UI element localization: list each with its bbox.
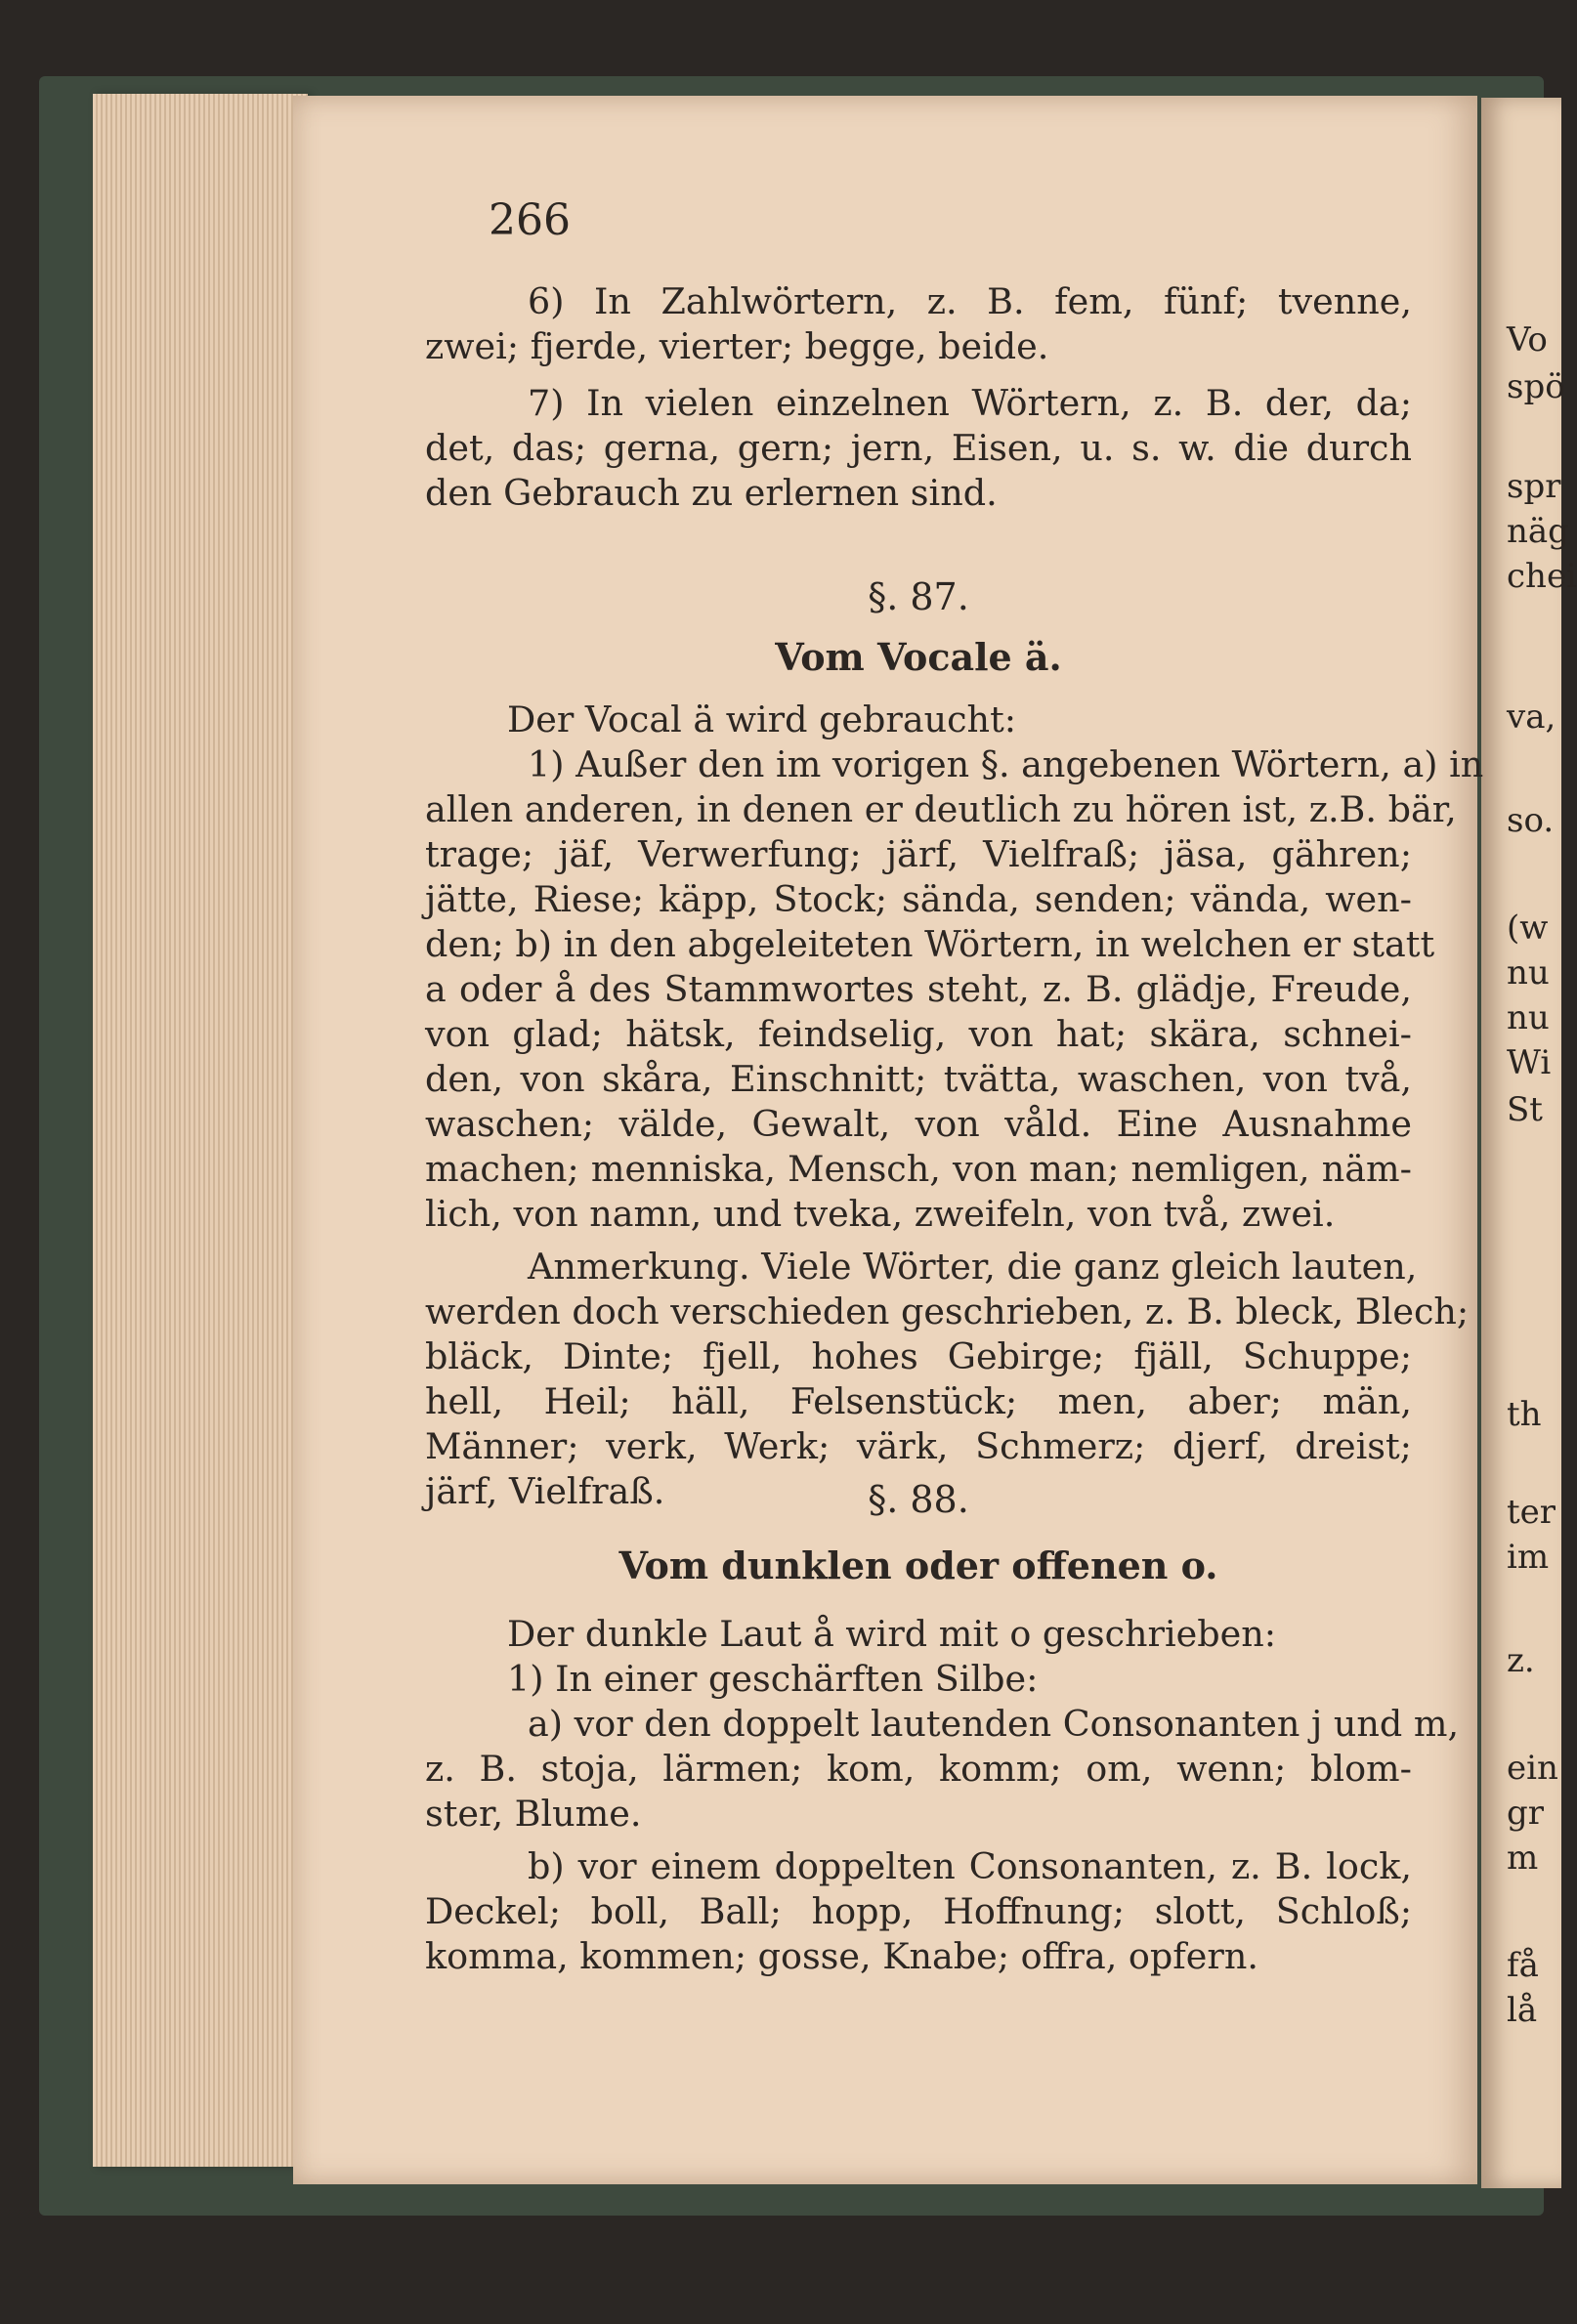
text-line: von glad; hätsk, feindselig, von hat; skära, schnei- [425, 1013, 1412, 1055]
facing-fragment: Vo [1507, 320, 1548, 359]
facing-fragment: nu [1507, 953, 1550, 993]
text-line: a) vor den doppelt lautenden Consonanten j und m, [528, 1703, 1460, 1745]
section-number: §. 88. [868, 1478, 969, 1521]
section-number: §. 87. [868, 575, 969, 618]
facing-fragment: im [1507, 1538, 1550, 1577]
facing-fragment: St [1507, 1090, 1543, 1129]
note-line: Anmerkung. Viele Wörter, die ganz gleich lauten, [528, 1246, 1418, 1288]
text-line: den; b) in den abgeleiteten Wörtern, in welchen er statt [425, 923, 1435, 965]
text-line: Deckel; boll, Ball; hopp, Hoffnung; slott, Schloß; [425, 1890, 1412, 1932]
text-line: den Gebrauch zu erlernen sind. [425, 472, 998, 514]
facing-fragment: nu [1507, 998, 1550, 1037]
note-line: bläck, Dinte; fjell, hohes Gebirge; fjäll, Schuppe; [425, 1335, 1412, 1377]
section-87 [425, 574, 1484, 1514]
section-title: Vom dunklen oder offenen o. [618, 1543, 1218, 1587]
text-line: den, von skåra, Einschnitt; tvätta, waschen, von två, [425, 1058, 1412, 1100]
text-line: z. B. stoja, lärmen; kom, komm; om, wenn; blom- [425, 1748, 1412, 1790]
text-line: 1) Außer den im vorigen §. angebenen Wörtern, a) in [528, 743, 1484, 785]
section-title: Vom Vocale ä. [775, 635, 1062, 679]
text-line: 6) In Zahlwörtern, z. B. fem, fünf; tvenne, [528, 280, 1412, 322]
text-line: waschen; välde, Gewalt, von våld. Eine Ausnahme [425, 1103, 1412, 1145]
facing-fragment: spr [1507, 467, 1561, 506]
facing-fragment: gr [1507, 1794, 1545, 1833]
note-line: järf, Vielfraß. [425, 1470, 665, 1512]
text-line: b) vor einem doppelten Consonanten, z. B. lock, [528, 1845, 1412, 1887]
facing-fragment: spö [1507, 367, 1565, 406]
facing-fragment: va, [1507, 697, 1556, 737]
text-line: lich, von namn, und tveka, zweifeln, von två, zwei. [425, 1193, 1336, 1235]
note-line: Männer; verk, Werk; värk, Schmerz; djerf, dreist; [425, 1425, 1412, 1467]
text-line: Der Vocal ä wird gebraucht: [507, 698, 1017, 740]
text-line: det, das; gerna, gern; jern, Eisen, u. s. w. die durch [425, 427, 1412, 469]
facing-fragment: th [1507, 1395, 1542, 1434]
text-line: jätte, Riese; käpp, Stock; sända, senden; vända, wen- [425, 878, 1412, 920]
text-line: ster, Blume. [425, 1793, 642, 1835]
facing-fragment: (w [1507, 908, 1549, 948]
note-line: werden doch verschieden geschrieben, z. B. bleck, Blech; [425, 1290, 1470, 1332]
text-line: machen; menniska, Mensch, von man; nemligen, näm- [425, 1148, 1412, 1190]
text-line: komma, kommen; gosse, Knabe; offra, opfern. [425, 1935, 1258, 1977]
page-edges [93, 94, 308, 2167]
text-line: allen anderen, in denen er deutlich zu hören ist, z.B. bär, [425, 788, 1457, 830]
facing-fragment: Wi [1507, 1043, 1552, 1082]
note-line: hell, Heil; häll, Felsenstück; men, aber; män, [425, 1380, 1412, 1422]
facing-fragment: m [1507, 1838, 1539, 1878]
facing-fragment: få [1507, 1946, 1539, 1985]
facing-fragment: so. [1507, 801, 1555, 840]
text-line: 1) In einer geschärften Silbe: [507, 1658, 1039, 1700]
text-line: a oder å des Stammwortes steht, z. B. glädje, Freude, [425, 968, 1412, 1010]
facing-page-edge [1481, 98, 1577, 2188]
facing-fragment: z. [1507, 1641, 1535, 1680]
facing-fragment: näg [1507, 512, 1569, 551]
text-line: trage; jäf, Verwerfung; järf, Vielfraß; jäsa, gähren; [425, 833, 1412, 875]
facing-fragment: chei [1507, 557, 1577, 596]
text-line: 7) In vielen einzelnen Wörtern, z. B. der, da; [528, 382, 1412, 424]
facing-fragment: ter [1507, 1493, 1556, 1532]
facing-fragment: ein [1507, 1749, 1558, 1788]
facing-fragment: lå [1507, 1991, 1538, 2030]
section-88 [425, 1477, 1460, 1979]
page-number: 266 [489, 195, 571, 245]
text-line: zwei; fjerde, vierter; begge, beide. [425, 325, 1049, 367]
text-line: Der dunkle Laut å wird mit o geschrieben: [507, 1613, 1277, 1655]
top-paragraphs [425, 279, 1412, 516]
